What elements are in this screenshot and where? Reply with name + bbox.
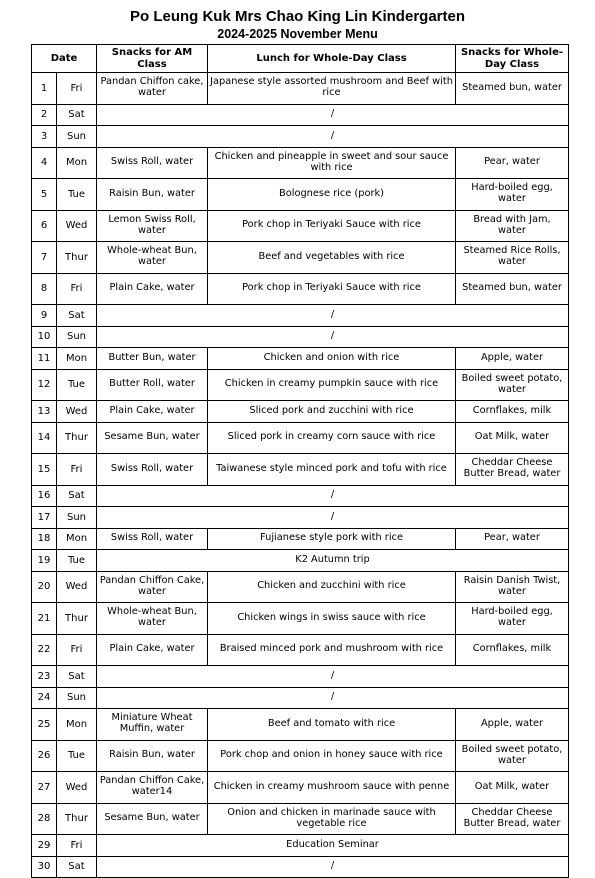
- table-row: [32, 210, 569, 242]
- table-row: [32, 422, 569, 454]
- weekday: Thur: [57, 803, 97, 835]
- menu-table: [31, 44, 569, 878]
- day-number: 23: [32, 666, 57, 688]
- am-snack-cell: Plain Cake, water: [97, 401, 208, 423]
- lunch-cell: Bolognese rice (pork): [208, 179, 456, 211]
- lunch-cell: Sliced pork and zucchini with rice: [208, 401, 456, 423]
- wd-snack-cell: Cornflakes, milk: [456, 634, 569, 666]
- day-number: 26: [32, 740, 57, 772]
- weekday: Fri: [57, 634, 97, 666]
- weekday: Wed: [57, 210, 97, 242]
- am-snack-cell: Lemon Swiss Roll, water: [97, 210, 208, 242]
- day-number: 15: [32, 454, 57, 486]
- weekday: Tue: [57, 740, 97, 772]
- lunch-cell: Beef and tomato with rice: [208, 709, 456, 741]
- am-snack-cell: Whole-wheat Bun, water: [97, 603, 208, 635]
- merged-cell: /: [97, 666, 569, 688]
- weekday: Wed: [57, 571, 97, 603]
- am-snack-cell: Swiss Roll, water: [97, 528, 208, 550]
- lunch-cell: Taiwanese style minced pork and tofu with rice: [208, 454, 456, 486]
- day-number: 20: [32, 571, 57, 603]
- wd-snack-cell: Apple, water: [456, 348, 569, 370]
- table-row: [32, 104, 569, 126]
- table-row: [32, 709, 569, 741]
- lunch-cell: Chicken and pineapple in sweet and sour sauce with rice: [208, 147, 456, 179]
- table-row: [32, 507, 569, 529]
- lunch-cell: Beef and vegetables with rice: [208, 242, 456, 274]
- weekday: Wed: [57, 772, 97, 804]
- weekday: Tue: [57, 550, 97, 572]
- table-row: [32, 348, 569, 370]
- lunch-cell: Sliced pork in creamy corn sauce with rice: [208, 422, 456, 454]
- table-row: [32, 528, 569, 550]
- weekday: Mon: [57, 709, 97, 741]
- am-snack-cell: Sesame Bun, water: [97, 803, 208, 835]
- table-row: [32, 666, 569, 688]
- table-row: [32, 550, 569, 572]
- table-row: [32, 326, 569, 348]
- weekday: Sun: [57, 507, 97, 529]
- col-header-lunch: Lunch for Whole-Day Class: [208, 45, 456, 73]
- wd-snack-cell: Oat Milk, water: [456, 422, 569, 454]
- lunch-cell: Chicken in creamy mushroom sauce with penne: [208, 772, 456, 804]
- weekday: Tue: [57, 369, 97, 401]
- wd-snack-cell: Pear, water: [456, 147, 569, 179]
- wd-snack-cell: Steamed bun, water: [456, 73, 569, 105]
- weekday: Sun: [57, 326, 97, 348]
- table-row: [32, 835, 569, 857]
- merged-cell: /: [97, 856, 569, 878]
- day-number: 10: [32, 326, 57, 348]
- am-snack-cell: Pandan Chiffon Cake, water: [97, 571, 208, 603]
- col-header-date: Date: [32, 45, 97, 73]
- table-row: [32, 126, 569, 148]
- table-row: [32, 687, 569, 709]
- weekday: Sun: [57, 126, 97, 148]
- day-number: 27: [32, 772, 57, 804]
- am-snack-cell: Swiss Roll, water: [97, 147, 208, 179]
- wd-snack-cell: Raisin Danish Twist, water: [456, 571, 569, 603]
- day-number: 19: [32, 550, 57, 572]
- am-snack-cell: Butter Bun, water: [97, 348, 208, 370]
- lunch-cell: Chicken in creamy pumpkin sauce with rice: [208, 369, 456, 401]
- table-row: [32, 273, 569, 305]
- merged-cell: /: [97, 104, 569, 126]
- table-row: [32, 803, 569, 835]
- table-row: [32, 571, 569, 603]
- day-number: 18: [32, 528, 57, 550]
- wd-snack-cell: Cheddar Cheese Butter Bread, water: [456, 803, 569, 835]
- menu-subtitle: 2024-2025 November Menu: [217, 27, 378, 41]
- am-snack-cell: Raisin Bun, water: [97, 740, 208, 772]
- weekday: Thur: [57, 242, 97, 274]
- lunch-cell: Fujianese style pork with rice: [208, 528, 456, 550]
- wd-snack-cell: Hard-boiled egg, water: [456, 603, 569, 635]
- day-number: 9: [32, 305, 57, 327]
- lunch-cell: Braised minced pork and mushroom with rice: [208, 634, 456, 666]
- day-number: 2: [32, 104, 57, 126]
- weekday: Wed: [57, 401, 97, 423]
- wd-snack-cell: Cornflakes, milk: [456, 401, 569, 423]
- table-row: [32, 454, 569, 486]
- day-number: 11: [32, 348, 57, 370]
- day-number: 29: [32, 835, 57, 857]
- am-snack-cell: Plain Cake, water: [97, 634, 208, 666]
- wd-snack-cell: Boiled sweet potato, water: [456, 740, 569, 772]
- weekday: Thur: [57, 603, 97, 635]
- lunch-cell: Japanese style assorted mushroom and Beef with rice: [208, 73, 456, 105]
- day-number: 21: [32, 603, 57, 635]
- table-row: [32, 634, 569, 666]
- day-number: 25: [32, 709, 57, 741]
- day-number: 30: [32, 856, 57, 878]
- day-number: 16: [32, 485, 57, 507]
- menu-body: [32, 73, 569, 878]
- am-snack-cell: Pandan Chiffon Cake, water14: [97, 772, 208, 804]
- wd-snack-cell: Oat Milk, water: [456, 772, 569, 804]
- weekday: Fri: [57, 454, 97, 486]
- table-row: [32, 485, 569, 507]
- weekday: Fri: [57, 835, 97, 857]
- weekday: Sat: [57, 666, 97, 688]
- table-row: [32, 772, 569, 804]
- lunch-cell: Chicken wings in swiss sauce with rice: [208, 603, 456, 635]
- wd-snack-cell: Apple, water: [456, 709, 569, 741]
- merged-cell: K2 Autumn trip: [97, 550, 569, 572]
- weekday: Sat: [57, 485, 97, 507]
- lunch-cell: Onion and chicken in marinade sauce with vegetable rice: [208, 803, 456, 835]
- am-snack-cell: Swiss Roll, water: [97, 454, 208, 486]
- day-number: 7: [32, 242, 57, 274]
- day-number: 1: [32, 73, 57, 105]
- day-number: 12: [32, 369, 57, 401]
- weekday: Sun: [57, 687, 97, 709]
- table-row: [32, 856, 569, 878]
- merged-cell: /: [97, 326, 569, 348]
- table-row: [32, 369, 569, 401]
- weekday: Mon: [57, 348, 97, 370]
- day-number: 28: [32, 803, 57, 835]
- merged-cell: /: [97, 485, 569, 507]
- merged-cell: Education Seminar: [97, 835, 569, 857]
- wd-snack-cell: Cheddar Cheese Butter Bread, water: [456, 454, 569, 486]
- weekday: Fri: [57, 73, 97, 105]
- weekday: Fri: [57, 273, 97, 305]
- weekday: Thur: [57, 422, 97, 454]
- weekday: Mon: [57, 147, 97, 179]
- day-number: 6: [32, 210, 57, 242]
- day-number: 3: [32, 126, 57, 148]
- lunch-cell: Pork chop in Teriyaki Sauce with rice: [208, 273, 456, 305]
- wd-snack-cell: Hard-boiled egg, water: [456, 179, 569, 211]
- am-snack-cell: Sesame Bun, water: [97, 422, 208, 454]
- am-snack-cell: Butter Roll, water: [97, 369, 208, 401]
- table-row: [32, 740, 569, 772]
- weekday: Mon: [57, 528, 97, 550]
- am-snack-cell: Pandan Chiffon cake, water: [97, 73, 208, 105]
- weekday: Sat: [57, 104, 97, 126]
- lunch-cell: Pork chop in Teriyaki Sauce with rice: [208, 210, 456, 242]
- lunch-cell: Chicken and zucchini with rice: [208, 571, 456, 603]
- day-number: 24: [32, 687, 57, 709]
- table-row: [32, 401, 569, 423]
- table-row: [32, 305, 569, 327]
- table-row: [32, 73, 569, 105]
- weekday: Sat: [57, 305, 97, 327]
- table-row: [32, 179, 569, 211]
- day-number: 13: [32, 401, 57, 423]
- am-snack-cell: Plain Cake, water: [97, 273, 208, 305]
- day-number: 22: [32, 634, 57, 666]
- wd-snack-cell: Boiled sweet potato, water: [456, 369, 569, 401]
- merged-cell: /: [97, 507, 569, 529]
- wd-snack-cell: Steamed bun, water: [456, 273, 569, 305]
- col-header-wd-snack: Snacks for Whole-Day Class: [456, 45, 569, 73]
- header-row: [32, 45, 569, 73]
- wd-snack-cell: Bread with Jam, water: [456, 210, 569, 242]
- lunch-cell: Pork chop and onion in honey sauce with rice: [208, 740, 456, 772]
- wd-snack-cell: Steamed Rice Rolls, water: [456, 242, 569, 274]
- table-row: [32, 147, 569, 179]
- table-row: [32, 603, 569, 635]
- merged-cell: /: [97, 305, 569, 327]
- day-number: 17: [32, 507, 57, 529]
- day-number: 8: [32, 273, 57, 305]
- school-title: Po Leung Kuk Mrs Chao King Lin Kindergarten: [129, 8, 465, 25]
- table-row: [32, 242, 569, 274]
- day-number: 14: [32, 422, 57, 454]
- merged-cell: /: [97, 126, 569, 148]
- merged-cell: /: [97, 687, 569, 709]
- day-number: 4: [32, 147, 57, 179]
- lunch-cell: Chicken and onion with rice: [208, 348, 456, 370]
- day-number: 5: [32, 179, 57, 211]
- wd-snack-cell: Pear, water: [456, 528, 569, 550]
- am-snack-cell: Whole-wheat Bun, water: [97, 242, 208, 274]
- weekday: Tue: [57, 179, 97, 211]
- col-header-am-snack: Snacks for AM Class: [97, 45, 208, 73]
- am-snack-cell: Miniature Wheat Muffin, water: [97, 709, 208, 741]
- am-snack-cell: Raisin Bun, water: [97, 179, 208, 211]
- weekday: Sat: [57, 856, 97, 878]
